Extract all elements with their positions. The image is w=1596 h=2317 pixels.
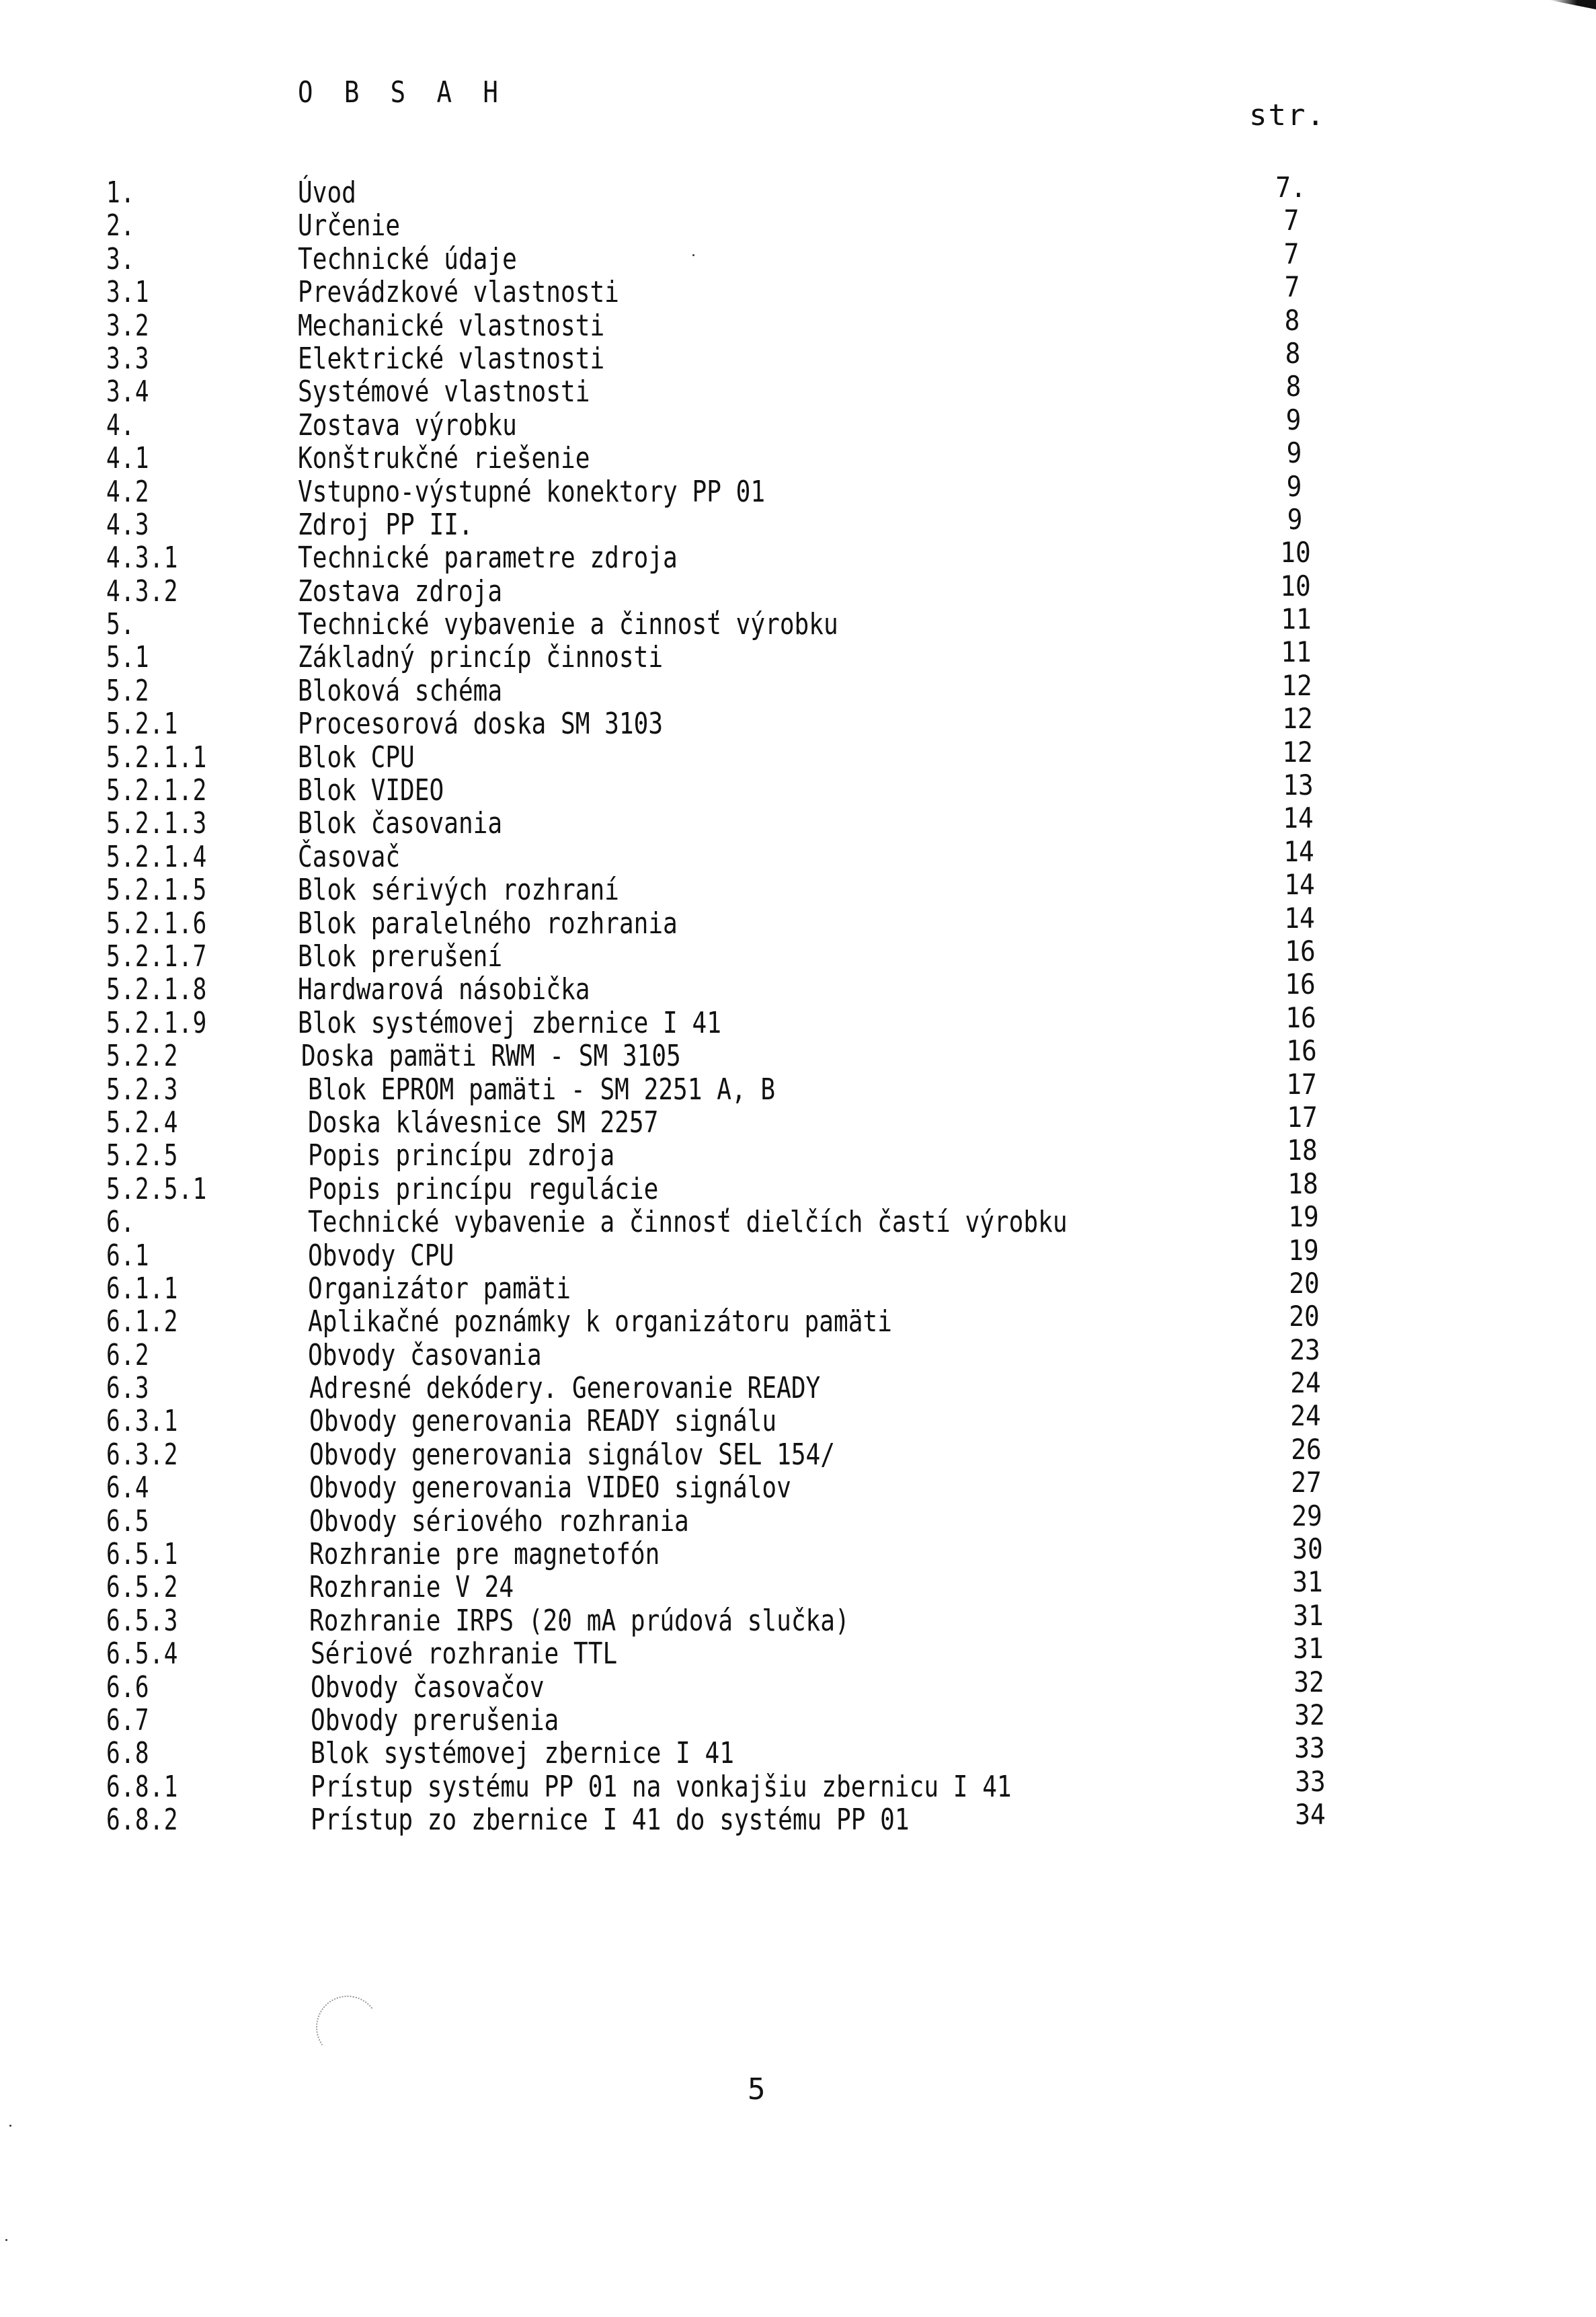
toc-entry (0, 602, 1596, 642)
toc-page-number: 20 (1289, 1266, 1320, 1300)
toc-section-title: Blok sérivých rozhraní (298, 873, 619, 908)
toc-section-title: Rozhranie pre magnetofón (309, 1537, 660, 1572)
toc-page-number: 7 (1284, 270, 1300, 304)
toc-section-number: 5.1 (106, 640, 150, 675)
toc-entry (0, 1067, 1596, 1107)
toc-entry (0, 502, 1596, 542)
toc-entry (0, 968, 1596, 1007)
toc-section-number: 5.2.1.5 (106, 873, 208, 908)
toc-section-title: Technické vybavenie a činnosť dielčích častí výrobku (308, 1205, 1068, 1240)
toc-section-title: Obvody sériového rozhrania (309, 1503, 689, 1538)
toc-page-number: 9 (1286, 469, 1302, 503)
toc-entry (0, 1665, 1596, 1704)
toc-page-number: 9 (1287, 502, 1303, 536)
toc-section-title: Systémové vlastnosti (298, 375, 590, 409)
toc-entry (0, 1333, 1596, 1372)
scan-artifact (311, 1991, 385, 2064)
toc-page-number: 12 (1282, 702, 1313, 736)
toc-page-number: 7 (1283, 204, 1300, 237)
toc-entry (0, 801, 1596, 841)
toc-section-number: 1. (106, 175, 135, 210)
toc-page-number: 13 (1283, 769, 1314, 802)
toc-section-title: Doska pamäti RWM - SM 3105 (301, 1039, 681, 1074)
toc-page-number: 31 (1293, 1598, 1324, 1632)
toc-section-number: 3. (106, 241, 135, 276)
toc-entry (0, 834, 1596, 874)
toc-page-number: 10 (1280, 536, 1311, 570)
toc-page-number: 27 (1291, 1466, 1322, 1499)
toc-page-number: 17 (1286, 1067, 1317, 1101)
toc-section-title: Elektrické vlastnosti (298, 341, 605, 376)
toc-section-number: 6.7 (106, 1702, 150, 1737)
toc-section-number: 5.2 (106, 673, 150, 708)
toc-section-title: Blok VIDEO (298, 773, 444, 808)
toc-page-number: 9 (1285, 403, 1302, 436)
toc-section-number: 6.8.1 (106, 1769, 179, 1804)
toc-page-number: 16 (1285, 1000, 1316, 1034)
toc-section-number: 5.2.5.1 (106, 1171, 208, 1206)
toc-section-number: 6.3.2 (106, 1437, 179, 1472)
toc-section-number: 5.2.1.8 (106, 972, 208, 1007)
toc-entry (0, 735, 1596, 775)
toc-entry (0, 1632, 1596, 1672)
toc-entry (0, 1798, 1596, 1838)
toc-section-number: 6.8.2 (106, 1803, 179, 1838)
toc-entry (0, 1266, 1596, 1306)
toc-section-number: 5.2.4 (106, 1105, 179, 1140)
toc-entry (0, 536, 1596, 576)
toc-page-number: 9 (1286, 436, 1302, 470)
toc-page-number: 29 (1291, 1499, 1322, 1532)
toc-section-number: 6. (106, 1205, 135, 1240)
toc-entry (0, 403, 1596, 442)
toc-section-number: 6.8 (106, 1736, 150, 1771)
toc-section-number: 5.2.1.4 (106, 839, 208, 874)
toc-entry (0, 1100, 1596, 1140)
toc-page-number: 14 (1284, 901, 1315, 935)
scan-speck (5, 2239, 7, 2241)
toc-entry (0, 270, 1596, 310)
toc-section-title: Zdroj PP II. (298, 507, 473, 542)
toc-section-number: 6.4 (106, 1470, 150, 1505)
toc-page-number: 8 (1285, 370, 1302, 403)
toc-page-number: 14 (1283, 834, 1314, 868)
toc-section-title: Popis princípu zdroja (308, 1138, 615, 1173)
toc-section-title: Obvody generovania signálov SEL 154/ (309, 1437, 835, 1472)
toc-page-number: 8 (1284, 303, 1300, 337)
toc-section-number: 5.2.5 (106, 1138, 179, 1173)
toc-page-number: 31 (1293, 1632, 1324, 1665)
toc-section-title: Doska klávesnice SM 2257 (308, 1105, 659, 1140)
toc-entry (0, 635, 1596, 675)
page-number: 5 (748, 2072, 766, 2107)
toc-section-title: Obvody časovania (308, 1337, 542, 1372)
toc-entry (0, 1300, 1596, 1339)
page-heading: O B S A H (298, 75, 506, 110)
toc-entry (0, 769, 1596, 808)
toc-section-title: Blok CPU (298, 740, 415, 775)
toc-section-title: Organizátor pamäti (308, 1271, 571, 1306)
toc-section-title: Vstupno-výstupné konektory PP 01 (298, 474, 766, 509)
toc-entry (0, 1034, 1596, 1074)
toc-section-title: Bloková schéma (298, 673, 503, 708)
toc-entry (0, 1499, 1596, 1538)
toc-page-number: 30 (1292, 1532, 1323, 1566)
toc-section-number: 5.2.1.2 (106, 773, 208, 808)
toc-section-number: 6.5.4 (106, 1637, 179, 1672)
toc-section-number: 6.3.1 (106, 1404, 179, 1439)
toc-entry (0, 1167, 1596, 1206)
toc-page-number: 32 (1294, 1698, 1325, 1731)
toc-section-number: 4. (106, 407, 135, 442)
toc-section-number: 4.1 (106, 441, 150, 476)
toc-page-number: 24 (1290, 1399, 1321, 1433)
toc-entry (0, 469, 1596, 509)
toc-section-title: Určenie (298, 208, 401, 243)
toc-section-number: 6.6 (106, 1670, 150, 1704)
toc-page-number: 12 (1282, 735, 1313, 769)
toc-page-number: 20 (1289, 1300, 1320, 1333)
toc-entry (0, 901, 1596, 941)
toc-section-number: 3.1 (106, 275, 150, 310)
toc-page-number: 19 (1288, 1233, 1319, 1267)
toc-section-title: Obvody prerušenia (311, 1702, 559, 1737)
toc-section-title: Obvody generovania VIDEO signálov (309, 1470, 791, 1505)
toc-section-title: Mechanické vlastnosti (298, 308, 605, 343)
toc-section-number: 5.2.3 (106, 1072, 179, 1107)
toc-section-title: Rozhranie V 24 (309, 1570, 514, 1605)
toc-section-number: 5. (106, 607, 135, 642)
toc-section-title: Technické údaje (298, 241, 517, 276)
toc-section-title: Zostava zdroja (298, 574, 503, 608)
toc-entry (0, 1000, 1596, 1040)
scan-speck (9, 2125, 11, 2127)
toc-page-number: 31 (1292, 1565, 1323, 1599)
toc-section-number: 4.3.1 (106, 541, 179, 576)
toc-entry (0, 569, 1596, 608)
toc-section-title: Technické parametre zdroja (298, 541, 678, 576)
toc-page-number: 34 (1295, 1798, 1326, 1832)
page-column-label: str. (1249, 98, 1326, 132)
toc-section-title: Technické vybavenie a činnosť výrobku (298, 607, 838, 642)
toc-page-number: 16 (1285, 934, 1316, 968)
toc-section-title: Popis princípu regulácie (308, 1171, 659, 1206)
toc-section-number: 5.2.1.6 (106, 906, 208, 941)
toc-entry (0, 1200, 1596, 1240)
toc-section-title: Aplikačné poznámky k organizátoru pamäti (308, 1304, 892, 1339)
toc-page-number: 16 (1286, 1034, 1317, 1068)
toc-entry (0, 1399, 1596, 1439)
toc-section-title: Prístup zo zbernice I 41 do systému PP 01 (311, 1803, 910, 1838)
toc-entry (0, 303, 1596, 343)
toc-entry (0, 1731, 1596, 1771)
toc-page-number: 14 (1284, 868, 1315, 902)
scan-artifact (1549, 0, 1596, 9)
scan-speck (692, 254, 694, 256)
toc-section-number: 3.3 (106, 341, 150, 376)
toc-entry (0, 1366, 1596, 1406)
toc-section-number: 6.5 (106, 1503, 150, 1538)
toc-page-number: 12 (1281, 668, 1312, 702)
toc-section-title: Prevádzkové vlastnosti (298, 275, 619, 310)
toc-section-number: 2. (106, 208, 135, 243)
toc-page-number: 19 (1288, 1200, 1319, 1234)
toc-section-number: 6.5.1 (106, 1537, 179, 1572)
toc-entry (0, 668, 1596, 708)
toc-section-title: Úvod (298, 175, 356, 210)
toc-section-title: Časovač (298, 839, 401, 874)
toc-entry (0, 934, 1596, 974)
toc-section-number: 4.3 (106, 507, 150, 542)
toc-section-number: 5.2.1.9 (106, 1005, 208, 1040)
toc-section-number: 5.2.1.1 (106, 740, 208, 775)
toc-section-title: Obvody generovania READY signálu (309, 1404, 777, 1439)
toc-section-title: Prístup systému PP 01 na vonkajšiu zbernicu I 41 (311, 1769, 1012, 1804)
toc-section-number: 5.2.1.7 (106, 939, 208, 974)
toc-section-number: 5.2.1.3 (106, 806, 208, 841)
toc-page-number: 24 (1290, 1366, 1321, 1400)
toc-section-title: Blok paralelného rozhrania (298, 906, 678, 941)
toc-entry (0, 1432, 1596, 1472)
toc-page-number: 32 (1293, 1665, 1324, 1698)
toc-entry (0, 1134, 1596, 1173)
toc-page-number: 7. (1275, 171, 1306, 204)
toc-section-number: 6.1 (106, 1238, 150, 1273)
toc-section-number: 4.3.2 (106, 574, 179, 608)
toc-entry (0, 171, 1596, 210)
toc-section-title: Adresné dekódery. Generovanie READY (309, 1371, 821, 1406)
toc-section-number: 5.2.2 (106, 1039, 179, 1074)
toc-section-number: 4.2 (106, 474, 150, 509)
toc-entry (0, 1764, 1596, 1804)
toc-entry (0, 702, 1596, 742)
toc-page-number: 18 (1287, 1167, 1318, 1200)
table-of-contents (0, 171, 1596, 1838)
toc-section-title: Zostava výrobku (298, 407, 517, 442)
toc-entry (0, 1565, 1596, 1605)
toc-section-number: 3.4 (106, 375, 150, 409)
toc-entry (0, 436, 1596, 476)
toc-entry (0, 868, 1596, 908)
toc-section-title: Základný princíp činnosti (298, 640, 664, 675)
toc-entry (0, 204, 1596, 243)
toc-section-title: Blok časovania (298, 806, 503, 841)
toc-page-number: 16 (1285, 968, 1316, 1001)
toc-section-title: Obvody CPU (308, 1238, 454, 1273)
toc-section-number: 6.1.2 (106, 1304, 179, 1339)
toc-entry (0, 336, 1596, 376)
toc-page-number: 33 (1295, 1764, 1326, 1798)
toc-page-number: 14 (1283, 801, 1314, 835)
toc-page-number: 11 (1281, 635, 1312, 669)
toc-section-number: 6.5.2 (106, 1570, 179, 1605)
toc-entry (0, 237, 1596, 276)
toc-section-title: Blok systémovej zbernice I 41 (311, 1736, 734, 1771)
toc-section-number: 3.2 (106, 308, 150, 343)
toc-entry (0, 370, 1596, 409)
toc-page-number: 8 (1285, 336, 1301, 370)
toc-section-title: Procesorová doska SM 3103 (298, 707, 664, 742)
toc-page-number: 11 (1281, 602, 1312, 636)
toc-page-number: 17 (1287, 1100, 1318, 1134)
toc-entry (0, 1466, 1596, 1505)
toc-section-number: 6.5.3 (106, 1603, 179, 1638)
toc-entry (0, 1233, 1596, 1273)
toc-page-number: 23 (1289, 1333, 1320, 1366)
toc-section-title: Rozhranie IRPS (20 mA prúdová slučka) (309, 1603, 850, 1638)
toc-section-title: Blok prerušení (298, 939, 503, 974)
toc-section-title: Hardwarová násobička (298, 972, 590, 1007)
toc-section-number: 6.1.1 (106, 1271, 179, 1306)
toc-entry (0, 1698, 1596, 1737)
toc-page-number: 10 (1280, 569, 1311, 602)
toc-page-number: 33 (1294, 1731, 1325, 1765)
toc-section-number: 6.2 (106, 1337, 150, 1372)
toc-section-title: Konštrukčné riešenie (298, 441, 590, 476)
toc-entry (0, 1598, 1596, 1638)
toc-page-number: 26 (1291, 1432, 1322, 1466)
toc-section-title: Blok systémovej zbernice I 41 (298, 1005, 721, 1040)
toc-entry (0, 1532, 1596, 1572)
toc-section-title: Obvody časovačov (311, 1670, 545, 1704)
toc-section-title: Blok EPROM pamäti - SM 2251 A, B (308, 1072, 776, 1107)
toc-section-number: 6.3 (106, 1371, 150, 1406)
toc-section-title: Sériové rozhranie TTL (311, 1637, 618, 1672)
toc-section-number: 5.2.1 (106, 707, 179, 742)
toc-page-number: 18 (1287, 1134, 1318, 1167)
toc-page-number: 7 (1283, 237, 1300, 270)
